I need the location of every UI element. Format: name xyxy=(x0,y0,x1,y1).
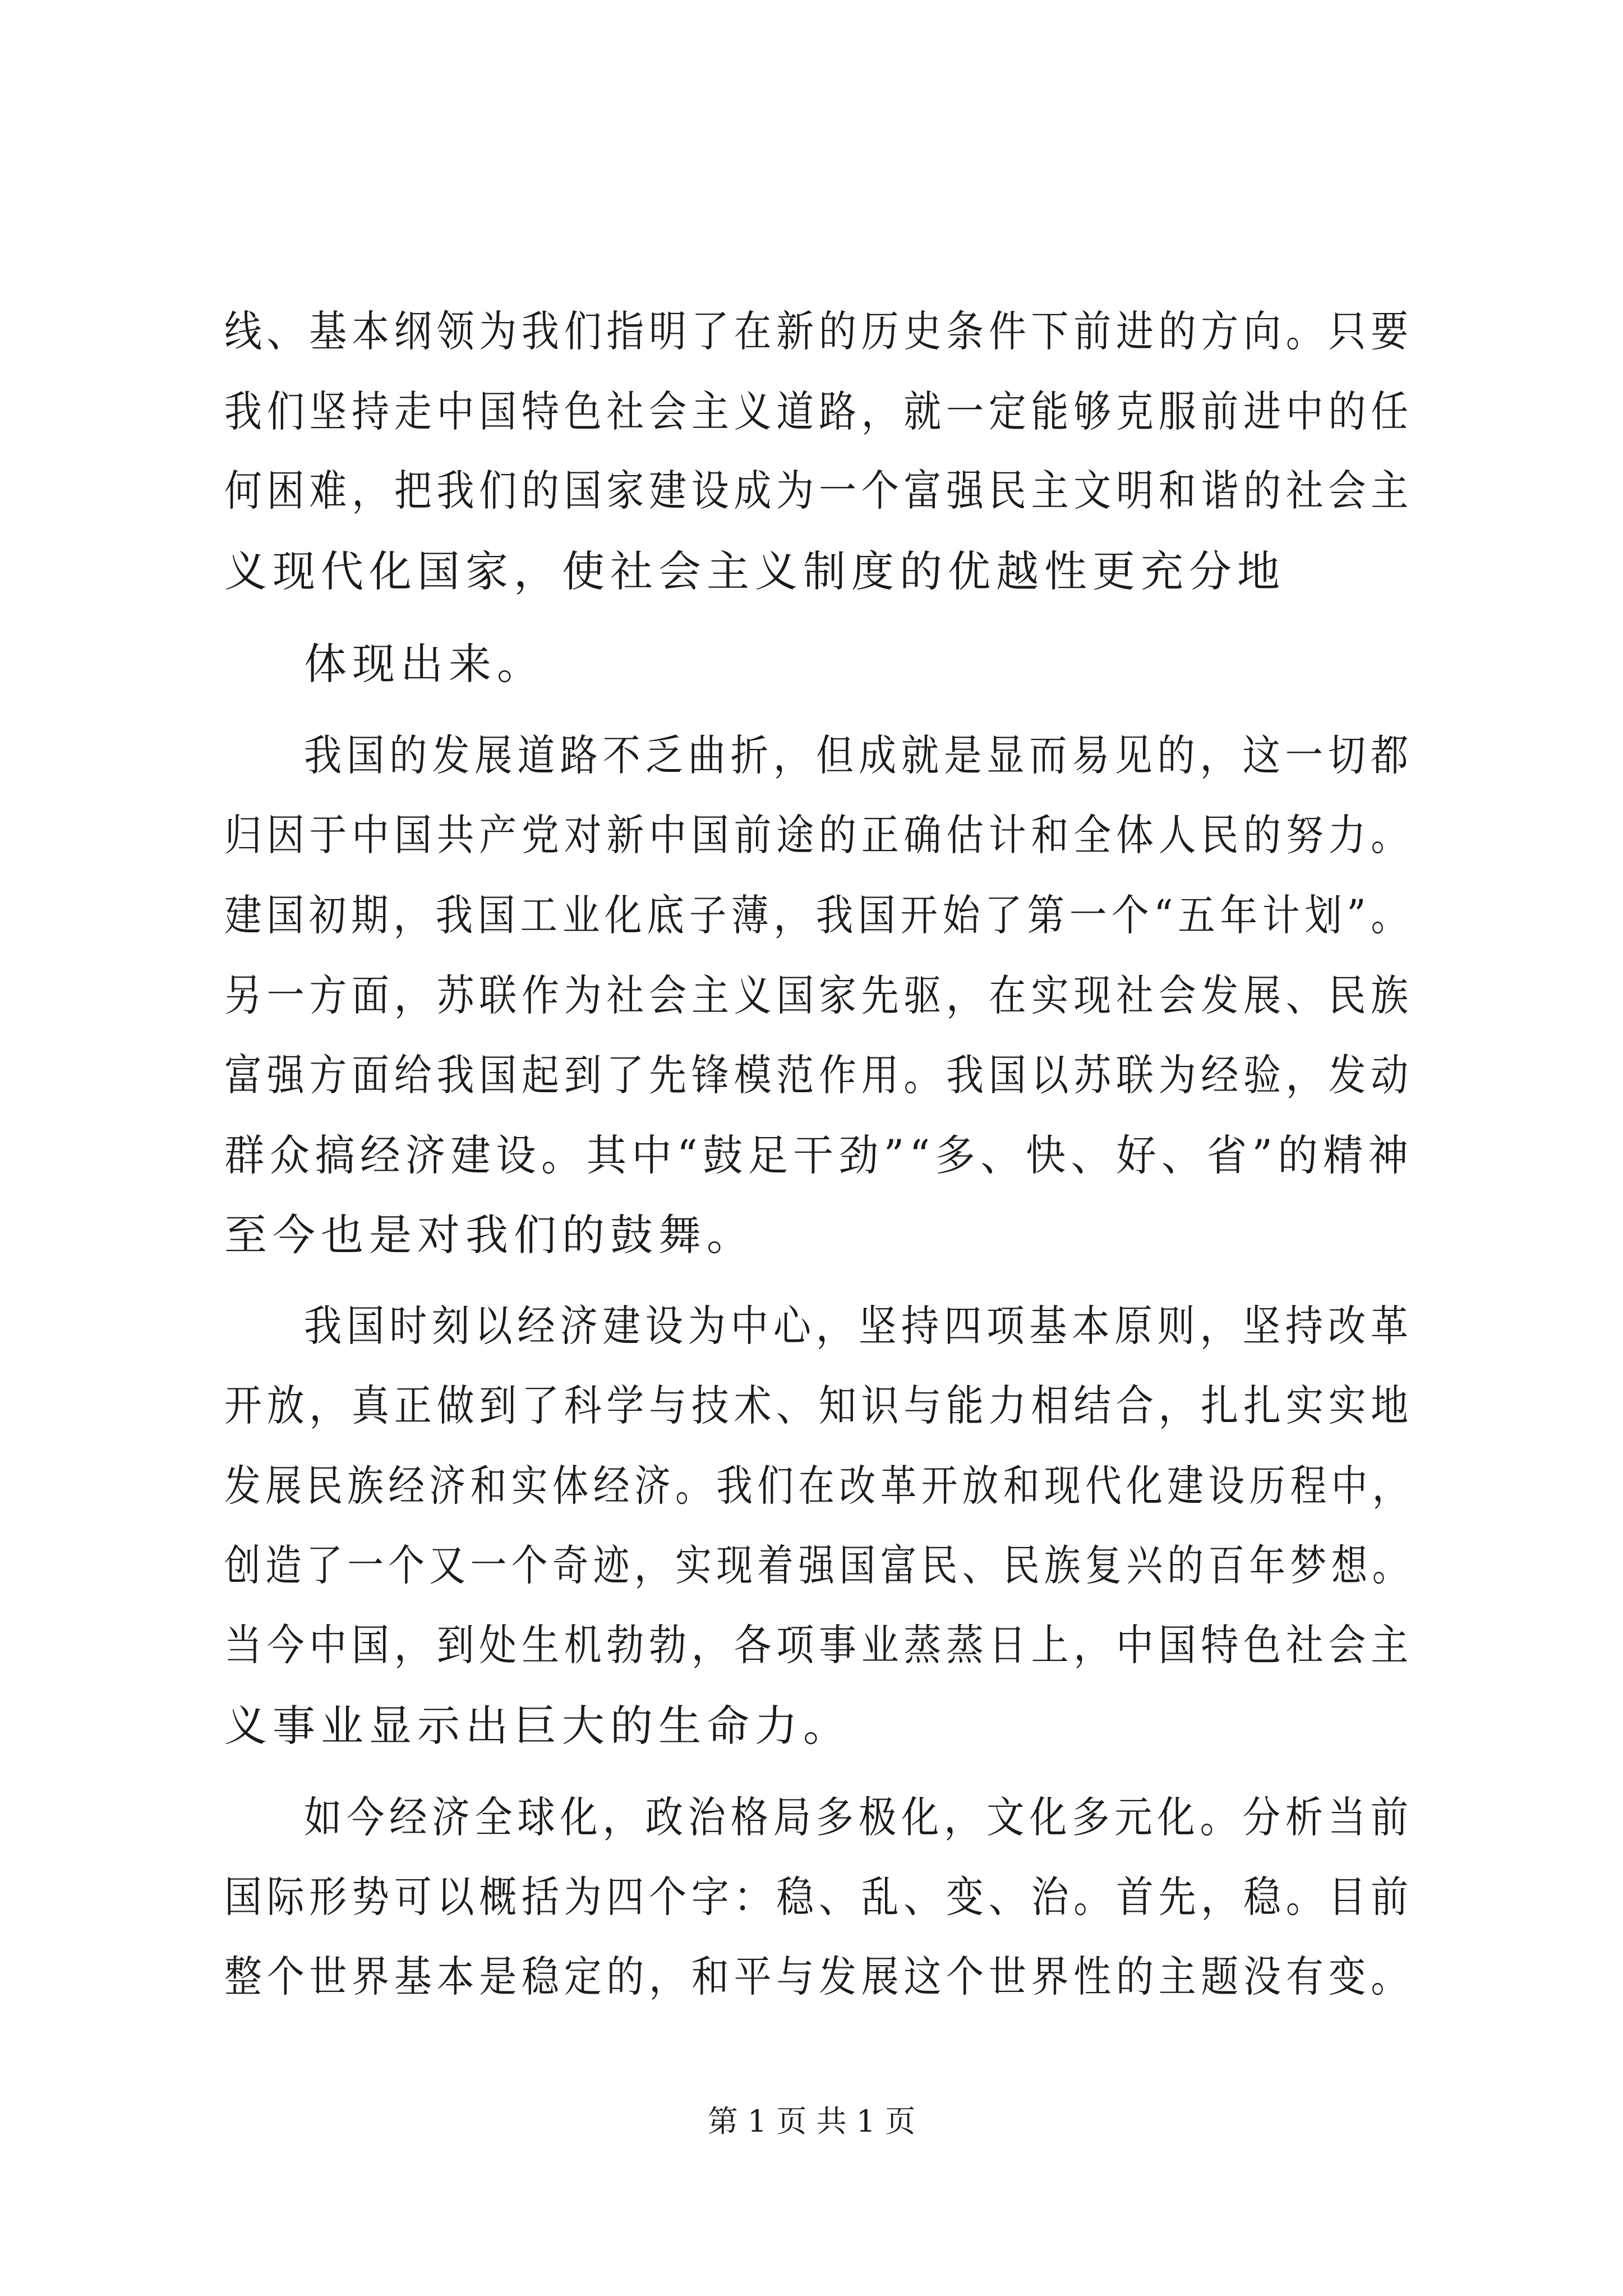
text-line-content: 另一方面，苏联作为社会主义国家先驱，在实现社会发展、民族 xyxy=(224,970,1414,1020)
text-line-content: 我国的发展道路不乏曲折，但成就是显而易见的，这一切都 xyxy=(304,730,1413,780)
text-line-content: 群众搞经济建设。其中“鼓足干劲”“多、快、好、省”的精神 xyxy=(224,1130,1414,1180)
text-line xyxy=(0,1855,1623,1939)
text-line xyxy=(0,954,1623,1038)
text-line-content: 至今也是对我们的鼓舞。 xyxy=(224,1210,755,1260)
text-line-content: 发展民族经济和实体经济。我们在改革开放和现代化建设历程中， xyxy=(224,1461,1413,1511)
text-line-content: 国际形势可以概括为四个字：稳、乱、变、治。首先，稳。目前 xyxy=(224,1872,1414,1922)
text-line-content: 富强方面给我国起到了先锋模范作用。我国以苏联为经验，发动 xyxy=(224,1050,1414,1100)
text-line xyxy=(0,873,1623,958)
text-line-content: 义现代化国家，使社会主义制度的优越性更充分地 xyxy=(224,546,1285,596)
text-line xyxy=(0,793,1623,877)
text-line-content: 何困难，把我们的国家建设成为一个富强民主文明和谐的社会主 xyxy=(224,466,1414,516)
text-line-content: 体现出来。 xyxy=(304,639,545,689)
text-line-content: 我们坚持走中国特色社会主义道路，就一定能够克服前进中的任 xyxy=(224,386,1414,436)
text-line xyxy=(0,449,1623,533)
text-line xyxy=(0,1775,1623,1860)
page-footer: 第 1 页 共 1 页 xyxy=(707,2104,916,2139)
text-line xyxy=(0,1193,1623,1277)
text-line xyxy=(0,1114,1623,1198)
text-line-content: 义事业显示出巨大的生命力。 xyxy=(224,1701,851,1751)
text-line xyxy=(0,1603,1623,1687)
text-line xyxy=(0,530,1623,614)
text-line xyxy=(0,1444,1623,1528)
text-line xyxy=(0,370,1623,454)
text-line xyxy=(0,714,1623,798)
text-line-content: 创造了一个又一个奇迹，实现着强国富民、民族复兴的百年梦想。 xyxy=(224,1540,1413,1590)
text-line-content: 整个世界基本是稳定的，和平与发展这个世界性的主题没有变。 xyxy=(224,1952,1414,2001)
text-line xyxy=(0,1935,1623,2019)
text-line-content: 线、基本纲领为我们指明了在新的历史条件下前进的方向。只要 xyxy=(224,306,1414,356)
text-line-content: 如今经济全球化，政治格局多极化，文化多元化。分析当前 xyxy=(304,1792,1413,1842)
text-line xyxy=(0,1684,1623,1768)
text-line-content: 我国时刻以经济建设为中心，坚持四项基本原则，坚持改革 xyxy=(304,1301,1413,1351)
text-line xyxy=(0,622,1623,706)
text-line xyxy=(0,1524,1623,1608)
text-line xyxy=(0,1033,1623,1117)
text-line xyxy=(0,1284,1623,1368)
text-line xyxy=(0,289,1623,374)
text-line-content: 归因于中国共产党对新中国前途的正确估计和全体人民的努力。 xyxy=(224,810,1414,860)
text-line xyxy=(0,1364,1623,1448)
text-line-content: 建国初期，我国工业化底子薄，我国开始了第一个“五年计划”。 xyxy=(224,890,1413,940)
text-line-content: 当今中国，到处生机勃勃，各项事业蒸蒸日上，中国特色社会主 xyxy=(224,1620,1414,1670)
text-line-content: 开放，真正做到了科学与技术、知识与能力相结合，扎扎实实地 xyxy=(224,1381,1414,1430)
